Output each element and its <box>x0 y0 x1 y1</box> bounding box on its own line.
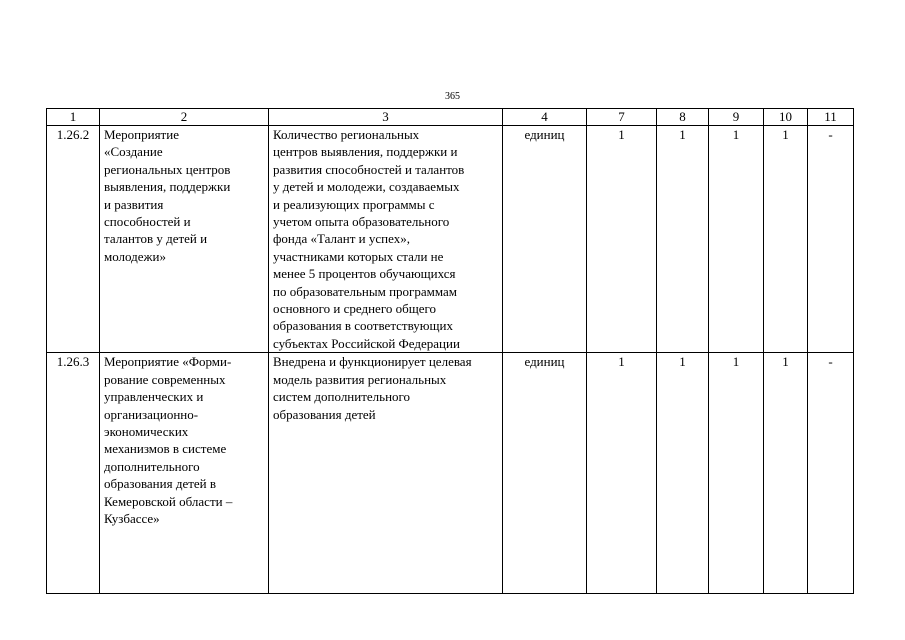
table-header-row <box>47 109 854 126</box>
value-col-10: 1 <box>764 353 808 594</box>
indicator-table <box>46 108 854 594</box>
value-col-11: - <box>808 353 854 594</box>
unit: единиц <box>503 126 587 353</box>
column-header: 2 <box>100 109 269 126</box>
value-col-9: 1 <box>709 353 764 594</box>
event-name: Мероприятие «Форми- рование современных управленческих и организационно- экономических механизмов в системе дополнительного образования детей в Кемеровской области – Кузбассе» <box>100 353 269 594</box>
unit: единиц <box>503 353 587 594</box>
column-header: 7 <box>587 109 657 126</box>
indicator-name: Внедрена и функционирует целевая модель развития региональных систем дополнительного образования детей <box>269 353 503 594</box>
value-col-7: 1 <box>587 353 657 594</box>
value-col-8: 1 <box>657 126 709 353</box>
row-number: 1.26.3 <box>47 353 100 594</box>
table-row <box>47 126 854 353</box>
event-name: Мероприятие «Создание региональных центров выявления, поддержки и развития способностей и талантов у детей и молодежи» <box>100 126 269 353</box>
value-col-7: 1 <box>587 126 657 353</box>
column-header: 4 <box>503 109 587 126</box>
column-header: 10 <box>764 109 808 126</box>
row-number: 1.26.2 <box>47 126 100 353</box>
value-col-9: 1 <box>709 126 764 353</box>
value-col-8: 1 <box>657 353 709 594</box>
value-col-11: - <box>808 126 854 353</box>
column-header: 9 <box>709 109 764 126</box>
value-col-10: 1 <box>764 126 808 353</box>
page-number: 365 <box>445 91 460 102</box>
indicator-name: Количество региональных центров выявления, поддержки и развития способностей и талантов у детей и молодежи, создаваемых и реализующих программы с учетом опыта образовательного фонда «Талант и успех», участниками которых стали не менее 5 процентов обучающихся по образовательным программам основного и среднего общего образования в соответствующих субъектах Российской Федерации <box>269 126 503 353</box>
column-header: 11 <box>808 109 854 126</box>
column-header: 8 <box>657 109 709 126</box>
table-row <box>47 353 854 594</box>
column-header: 1 <box>47 109 100 126</box>
column-header: 3 <box>269 109 503 126</box>
